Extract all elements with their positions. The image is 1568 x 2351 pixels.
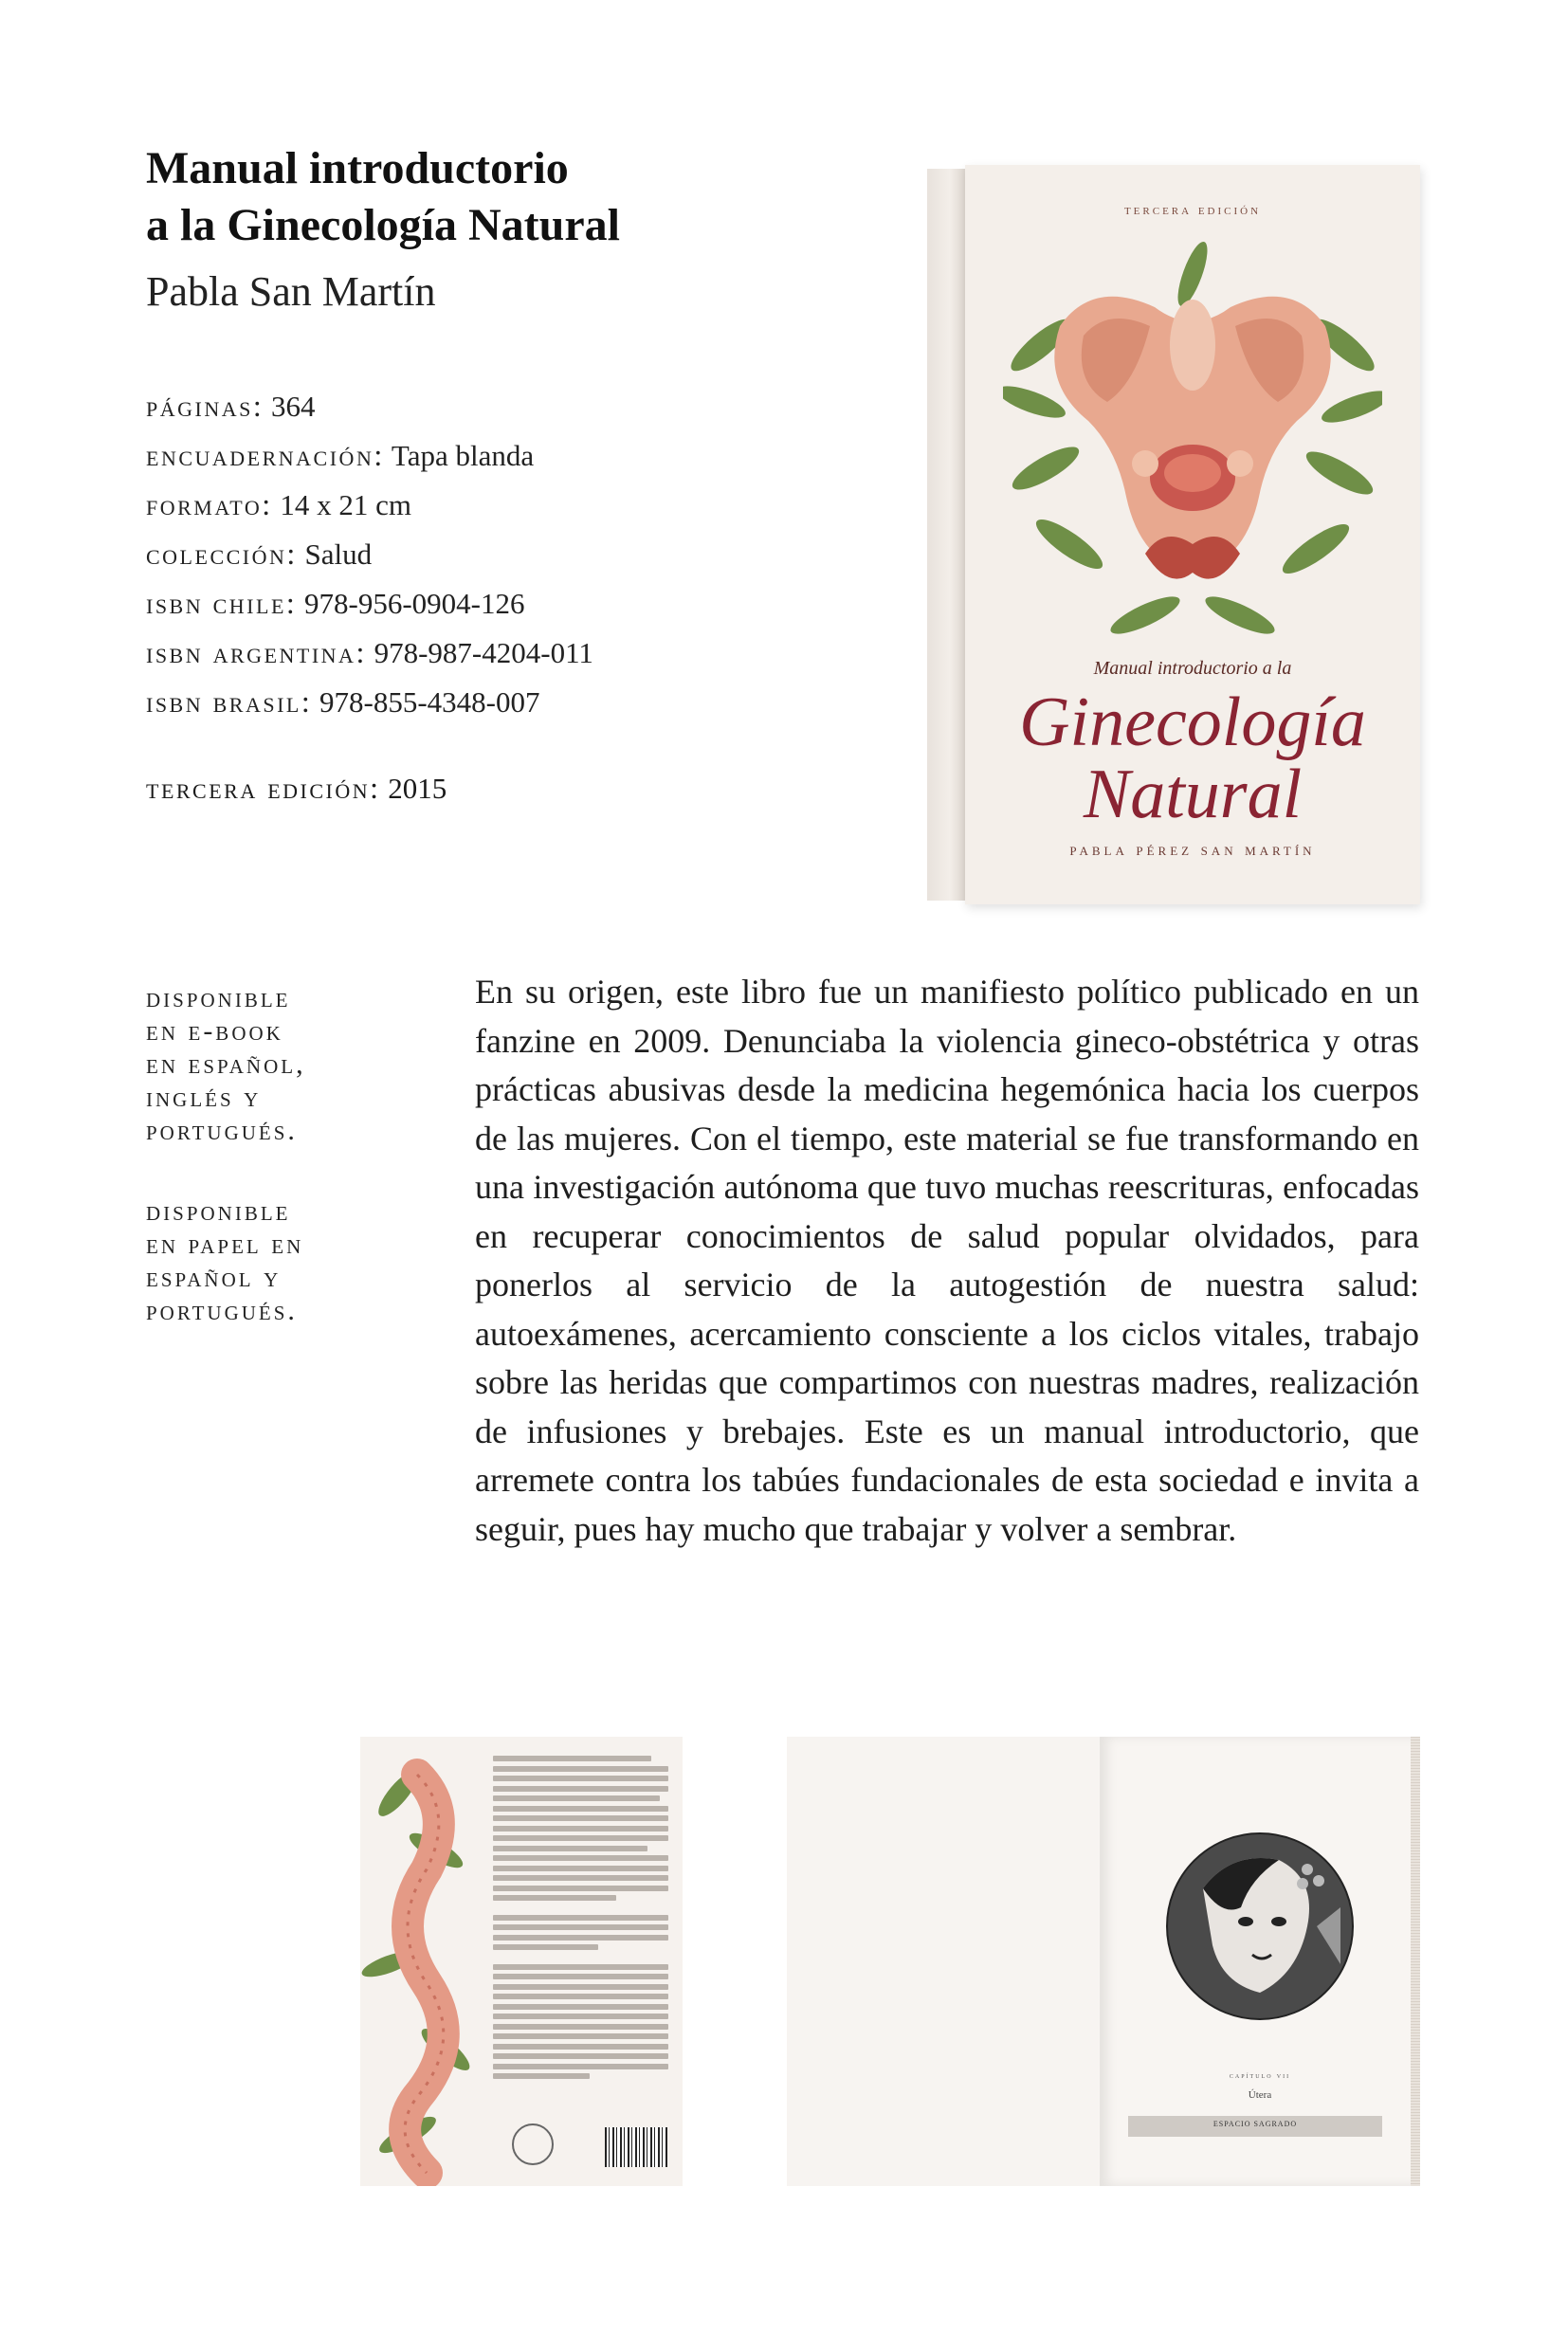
spec-value: 364 bbox=[271, 390, 316, 423]
availability-line: portugués. bbox=[146, 1115, 298, 1146]
back-cover-text bbox=[493, 1756, 668, 2084]
open-book-image bbox=[787, 1737, 1420, 2186]
availability-line: español y bbox=[146, 1262, 282, 1293]
spec-pages bbox=[146, 381, 866, 430]
availability-line: portugués. bbox=[146, 1295, 298, 1326]
spec-value: 978-855-4348-007 bbox=[319, 685, 540, 719]
spec-label: páginas: bbox=[146, 389, 264, 423]
cover-title-line-2: Natural bbox=[1083, 756, 1303, 833]
book-spine bbox=[927, 169, 965, 901]
spec-value: Tapa blanda bbox=[391, 439, 535, 472]
cover-title-line-1: Ginecología bbox=[1019, 683, 1366, 761]
book-cover bbox=[965, 165, 1420, 904]
availability-ebook bbox=[146, 981, 374, 1147]
spec-isbn-argentina bbox=[146, 628, 866, 677]
page-edges bbox=[1411, 1737, 1420, 2186]
spec-value: 978-956-0904-126 bbox=[304, 587, 525, 620]
availability-paper bbox=[146, 1194, 374, 1327]
chapter-label: capítulo vii bbox=[1229, 2070, 1291, 2080]
spec-label: colección: bbox=[146, 537, 298, 571]
cover-subtitle: Manual introductorio a la bbox=[1093, 658, 1292, 679]
spec-value: 978-987-4204-011 bbox=[374, 636, 593, 669]
spec-collection bbox=[146, 529, 866, 578]
availability-line: inglés y bbox=[146, 1082, 262, 1113]
edition-label: tercera edición: bbox=[146, 771, 381, 805]
spec-label: formato: bbox=[146, 487, 273, 521]
cover-author: pabla pérez san martín bbox=[1069, 840, 1316, 859]
spec-isbn-brasil bbox=[146, 677, 866, 726]
availability-line: disponible bbox=[146, 1195, 291, 1227]
spec-binding bbox=[146, 430, 866, 480]
author-name: Pabla San Martín bbox=[146, 268, 436, 315]
pelvis-illustration bbox=[1003, 241, 1382, 648]
spec-format bbox=[146, 480, 866, 529]
snake-illustration bbox=[360, 1737, 483, 2186]
spec-label: isbn brasil: bbox=[146, 684, 313, 719]
edition-value: 2015 bbox=[388, 772, 447, 805]
title-line-2: a la Ginecología Natural bbox=[146, 200, 620, 250]
right-page bbox=[1100, 1737, 1420, 2186]
chapter-band bbox=[1128, 2116, 1382, 2137]
book-title bbox=[146, 140, 810, 254]
availability-line: en español, bbox=[146, 1048, 306, 1080]
spec-value: 14 x 21 cm bbox=[280, 488, 412, 521]
publisher-seal bbox=[512, 2123, 554, 2165]
left-page bbox=[787, 1737, 1100, 2186]
front-cover-image bbox=[927, 165, 1420, 904]
spec-value: Salud bbox=[304, 538, 373, 571]
spec-label: encuadernación: bbox=[146, 438, 385, 472]
availability-line: en e-book bbox=[146, 1015, 283, 1047]
availability-line: disponible bbox=[146, 982, 291, 1013]
specs-list bbox=[146, 381, 866, 726]
chapter-band-text: ESPACIO SAGRADO bbox=[1212, 2120, 1298, 2128]
spec-isbn-chile bbox=[146, 578, 866, 628]
back-cover-image bbox=[360, 1737, 683, 2186]
availability-line: en papel en bbox=[146, 1229, 304, 1260]
edition-info bbox=[146, 763, 447, 813]
chapter-title: Útera bbox=[1248, 2089, 1272, 2101]
spec-label: isbn argentina: bbox=[146, 635, 367, 669]
chapter-illustration bbox=[1165, 1832, 1355, 2021]
title-line-1: Manual introductorio bbox=[146, 143, 569, 193]
book-description: En su origen, este libro fue un manifiesto político publicado en un fanzine en 2009. Denunciaba la violencia gineco-obstétrica y otras prácticas abusivas desde la medicina hegemónica hacia los cuerpos de las mujeres. Con el tiempo, este material se fue transformando en una investigación autónoma que tuvo muchas reescrituras, enfocadas en recuperar conocimientos de salud popular olvidados, para ponerlos al servicio de la autogestión de nuestra salud: autoexámenes, acercamiento consciente a los ciclos vitales, trabajo sobre las heridas que compartimos con nuestras madres, realización de infusiones y brebajes. Este es un manual introductorio, que arremete contra los tabúes fundacionales de esta sociedad e invita a seguir, pues hay mucho que trabajar y volver a sembrar. bbox=[475, 973, 1419, 1548]
cover-edition: tercera edición bbox=[1123, 203, 1262, 218]
barcode bbox=[605, 2127, 667, 2167]
spec-label: isbn chile: bbox=[146, 586, 298, 620]
